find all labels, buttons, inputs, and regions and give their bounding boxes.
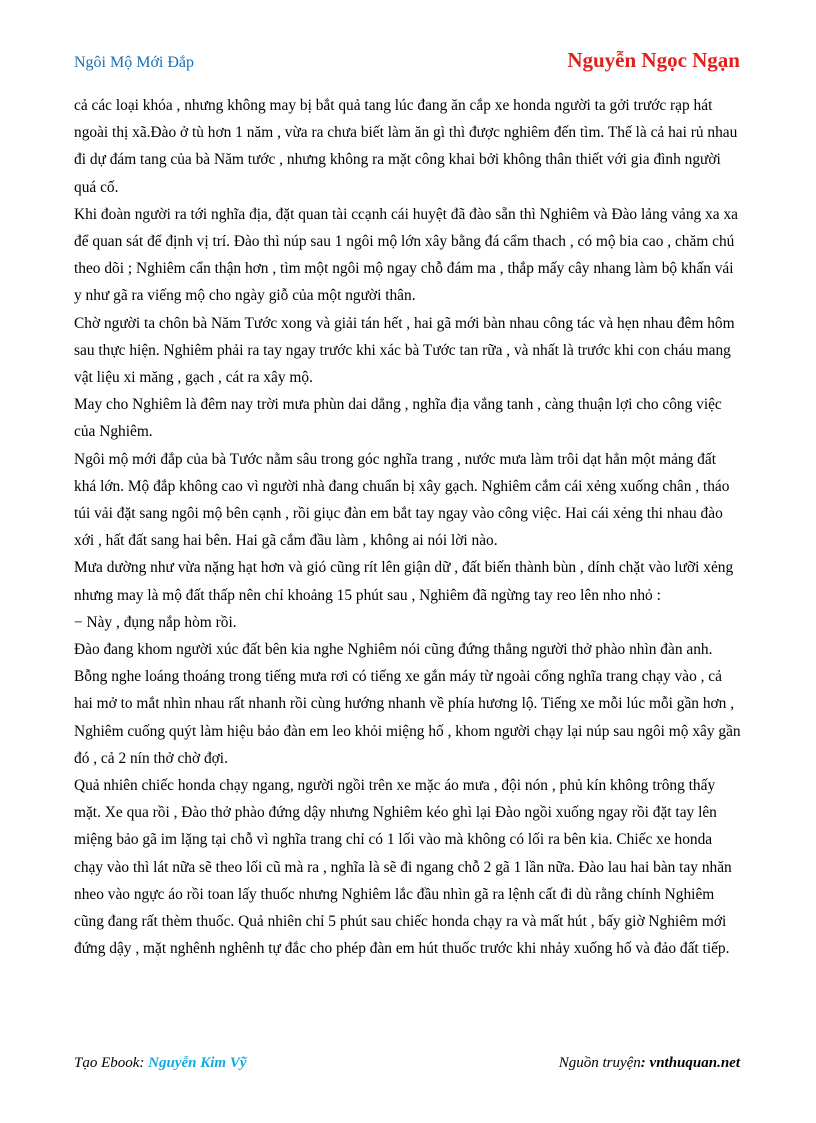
ebook-label: Tạo Ebook [74,1055,140,1071]
paragraph: Chờ người ta chôn bà Năm Tước xong và giải tán hết , hai gã mới bàn nhau công tác và hẹn nhau đêm hôm sau thực hiện. Nghiêm phải ra tay ngay trước khi xác bà Tước tan rữa , và nhất là trước khi con cháu mang vật liệu xi măng , gạch , cát ra xây mộ. [74,314,735,387]
paragraph: Mưa dường như vừa nặng hạt hơn và gió cũng rít lên giận dữ , đất biến thành bùn , dính chặt vào lưỡi xẻng nhưng may là mộ đất thấp nên chỉ khoảng 15 phút sau , Nghiêm đã ngừng tay reo lên nho nhỏ : [74,559,734,604]
book-title: Ngôi Mộ Mới Đắp [74,54,195,71]
author-name: Nguyễn Ngọc Ngạn [567,48,740,72]
paragraph: Quả nhiên chiếc honda chạy ngang, người ngồi trên xe mặc áo mưa , đội nón , phủ kín không trông thấy mặt. Xe qua rồi , Đào thở phào đứng dậy nhưng Nghiêm kéo ghì lại Đào ngồi xuống ngay rồi đặt tay lên miệng bảo gã im lặng tại chỗ vì nghĩa trang chỉ có 1 lối vào mà không có lối ra bên kia. Chiếc xe honda chạy vào thì lát nữa sẽ theo lối cũ mà ra , nghĩa là sẽ đi ngang chỗ 2 gã 1 lần nữa. Đào lau hai bàn tay nhăn nheo vào ngực áo rồi toan lấy thuốc nhưng Nghiêm lắc đầu nhìn gã ra lệnh cất đi dù rằng chính Nghiêm cũng đang rất thèm thuốc. Quả nhiên chỉ 5 phút sau chiếc honda chạy ra và mất hút , bấy giờ Nghiêm mới đứng dậy , mặt nghênh nghênh tự đắc cho phép đàn em hút thuốc trước khi nhảy xuống hố và đảo đất tiếp. [74,777,732,958]
dialogue-line: − Này , đụng nắp hòm rồi. [74,613,237,631]
story-body [74,92,742,963]
source-label: Nguồn truyện [558,1055,641,1071]
source-site: vnthuquan.net [649,1055,740,1071]
paragraph: Ngôi mộ mới đắp của bà Tước nằm sâu trong góc nghĩa trang , nước mưa làm trôi dạt hẳn một mảng đất khá lớn. Mộ đắp không cao vì người nhà đang chuẩn bị xây gạch. Nghiêm cắm cái xẻng xuống chân , tháo túi vải đặt sang ngôi mộ bên cạnh , rồi giục đàn em bắt tay ngay vào công việc. Hai cái xẻng thi nhau đào xới , hất đất sang hai bên. Hai gã cắm đầu làm , không ai nói lời nào. [74,450,730,550]
paragraph: cả các loại khóa , nhưng không may bị bắt quả tang lúc đang ăn cắp xe honda người ta gởi trước rạp hát ngoài thị xã.Đào ở tù hơn 1 năm , vừa ra chưa biết làm ăn gì thì được nghiêm đến tìm. Thế là cả hai rủ nhau đi dự đám tang của bà Năm tước , nhưng không ra mặt công khai bởi không thân thiết với gia đình người quá cố. [74,97,738,196]
source-separator: : [640,1055,650,1071]
ebook-separator: : [139,1055,149,1071]
paragraph: Đào đang khom người xúc đất bên kia nghe Nghiêm nói cũng đứng thẳng người thở phào nhìn đàn anh. Bỗng nghe loáng thoáng trong tiếng mưa rơi có tiếng xe gắn máy từ ngoài cổng nghĩa trang chạy vào , cả hai mở to mắt nhìn nhau rất nhanh rồi cùng hướng nhanh về phía hương lộ. Tiếng xe mỗi lúc mỗi gần hơn , Nghiêm cuống quýt làm hiệu bảo đàn em leo khỏi miệng hố , khom người chạy lại núp sau ngôi mộ xây gần đó , cả 2 nín thở chờ đợi. [74,641,741,767]
paragraph: Khi đoàn người ra tới nghĩa địa, đặt quan tài ccạnh cái huyệt đã đào sẵn thì Nghiêm và Đào lảng vảng xa xa để quan sát để định vị trí. Đào thì núp sau 1 ngôi mộ lớn xây bằng đá cẩm thach , có mộ bia cao , chăm chú theo dõi ; Nghiêm cẩn thận hơn , tìm một ngôi mộ ngay chỗ đám ma , thắp mấy cây nhang làm bộ khấn vái y như gã ra viếng mộ cho ngày giỗ của một người thân. [74,205,738,305]
source-credit [559,1055,740,1072]
paragraph: May cho Nghiêm là đêm nay trời mưa phùn dai dẳng , nghĩa địa vắng tanh , càng thuận lợi cho công việc của Nghiêm. [74,396,722,441]
page-header [74,48,740,78]
ebook-creator-name: Nguyễn Kim Vỹ [148,1055,247,1071]
ebook-credit [74,1055,247,1072]
